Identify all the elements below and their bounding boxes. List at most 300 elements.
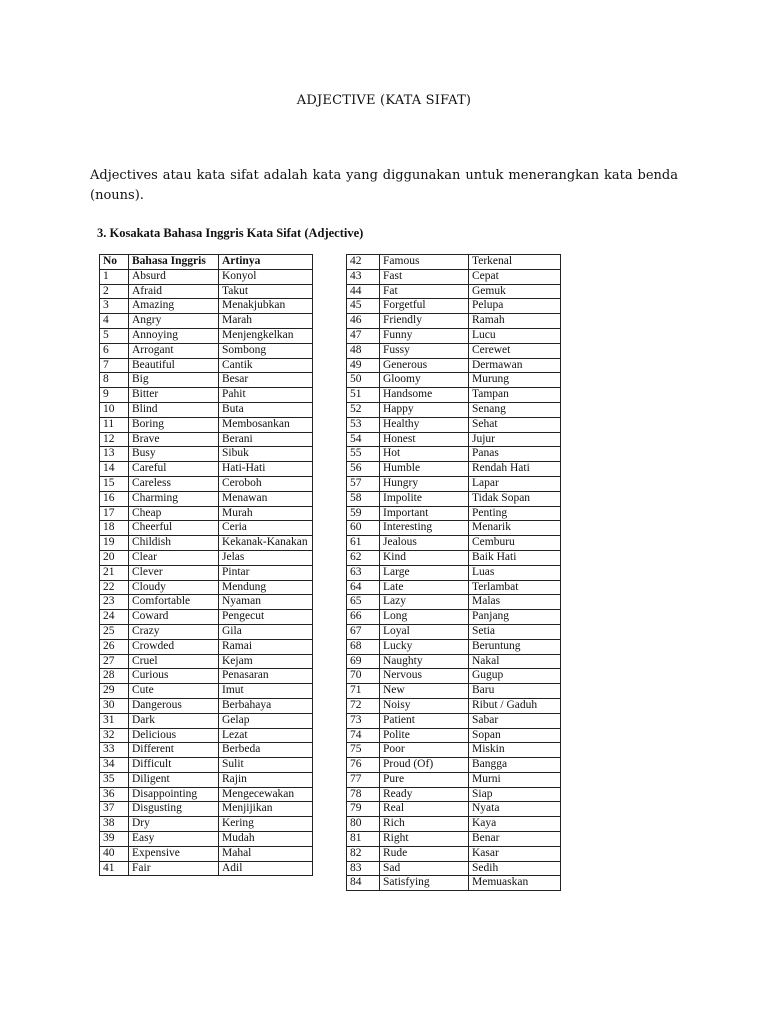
cell-meaning: Lucu: [469, 328, 561, 343]
cell-no: 28: [100, 669, 129, 684]
cell-no: 14: [100, 462, 129, 477]
cell-no: 69: [347, 654, 380, 669]
table-row: [100, 506, 313, 521]
cell-no: 68: [347, 639, 380, 654]
cell-no: 15: [100, 476, 129, 491]
cell-meaning: Pelupa: [469, 299, 561, 314]
table-row: [347, 402, 561, 417]
cell-english: Ready: [380, 787, 469, 802]
cell-no: 38: [100, 817, 129, 832]
table-row: [347, 550, 561, 565]
cell-no: 73: [347, 713, 380, 728]
cell-english: Important: [380, 506, 469, 521]
cell-meaning: Menjijikan: [219, 802, 313, 817]
cell-no: 57: [347, 476, 380, 491]
cell-english: Polite: [380, 728, 469, 743]
cell-meaning: Membosankan: [219, 417, 313, 432]
table-row: [347, 743, 561, 758]
cell-no: 13: [100, 447, 129, 462]
table-row: [347, 787, 561, 802]
cell-meaning: Cemburu: [469, 536, 561, 551]
cell-no: 32: [100, 728, 129, 743]
table-row: [347, 314, 561, 329]
table-row: [347, 447, 561, 462]
cell-meaning: Panjang: [469, 610, 561, 625]
cell-english: Noisy: [380, 698, 469, 713]
cell-meaning: Sulit: [219, 758, 313, 773]
cell-meaning: Cerewet: [469, 343, 561, 358]
cell-meaning: Kaya: [469, 817, 561, 832]
cell-english: Proud (Of): [380, 758, 469, 773]
cell-english: Crazy: [129, 624, 219, 639]
cell-meaning: Imut: [219, 684, 313, 699]
table-row: [100, 447, 313, 462]
table-row: [347, 802, 561, 817]
cell-no: 59: [347, 506, 380, 521]
table-row: [347, 580, 561, 595]
cell-meaning: Penasaran: [219, 669, 313, 684]
cell-meaning: Pengecut: [219, 610, 313, 625]
cell-meaning: Gemuk: [469, 284, 561, 299]
cell-no: 80: [347, 817, 380, 832]
table-row: [100, 654, 313, 669]
table-row: [347, 521, 561, 536]
cell-no: 58: [347, 491, 380, 506]
cell-no: 63: [347, 565, 380, 580]
cell-no: 17: [100, 506, 129, 521]
cell-english: Blind: [129, 402, 219, 417]
table-row: [100, 772, 313, 787]
cell-meaning: Gelap: [219, 713, 313, 728]
table-row: [347, 817, 561, 832]
cell-no: 45: [347, 299, 380, 314]
cell-meaning: Kasar: [469, 846, 561, 861]
cell-meaning: Sombong: [219, 343, 313, 358]
cell-no: 42: [347, 255, 380, 270]
table-row: [347, 373, 561, 388]
cell-meaning: Sehat: [469, 417, 561, 432]
cell-english: Cheerful: [129, 521, 219, 536]
cell-meaning: Sibuk: [219, 447, 313, 462]
cell-meaning: Marah: [219, 314, 313, 329]
cell-english: Brave: [129, 432, 219, 447]
cell-english: Right: [380, 832, 469, 847]
cell-no: 6: [100, 343, 129, 358]
cell-no: 53: [347, 417, 380, 432]
cell-english: Loyal: [380, 624, 469, 639]
cell-meaning: Mahal: [219, 846, 313, 861]
cell-meaning: Adil: [219, 861, 313, 876]
table-row: [100, 521, 313, 536]
cell-english: Fussy: [380, 343, 469, 358]
cell-no: 41: [100, 861, 129, 876]
cell-meaning: Menjengkelkan: [219, 328, 313, 343]
cell-no: 75: [347, 743, 380, 758]
intro-paragraph: Adjectives atau kata sifat adalah kata yang diggunakan untuk menerangkan kata benda (nouns).: [90, 168, 678, 203]
cell-english: Disgusting: [129, 802, 219, 817]
cell-meaning: Lapar: [469, 476, 561, 491]
cell-meaning: Ceria: [219, 521, 313, 536]
table-row: [347, 728, 561, 743]
table-row: [347, 610, 561, 625]
cell-english: Delicious: [129, 728, 219, 743]
cell-english: Careless: [129, 476, 219, 491]
cell-meaning: Jujur: [469, 432, 561, 447]
cell-english: Lucky: [380, 639, 469, 654]
cell-no: 21: [100, 565, 129, 580]
table-row: [100, 728, 313, 743]
cell-meaning: Menawan: [219, 491, 313, 506]
cell-english: Humble: [380, 462, 469, 477]
cell-no: 22: [100, 580, 129, 595]
table-body-left: [100, 269, 313, 876]
cell-english: Absurd: [129, 269, 219, 284]
cell-english: Cruel: [129, 654, 219, 669]
table-row: [347, 832, 561, 847]
cell-meaning: Gila: [219, 624, 313, 639]
cell-no: 18: [100, 521, 129, 536]
cell-meaning: Sopan: [469, 728, 561, 743]
cell-english: Diligent: [129, 772, 219, 787]
cell-meaning: Lezat: [219, 728, 313, 743]
table-row: [100, 846, 313, 861]
cell-no: 20: [100, 550, 129, 565]
cell-english: Impolite: [380, 491, 469, 506]
table-row: [100, 269, 313, 284]
header-no: No: [100, 255, 129, 270]
cell-meaning: Buta: [219, 402, 313, 417]
cell-english: Difficult: [129, 758, 219, 773]
table-row: [347, 299, 561, 314]
cell-english: Generous: [380, 358, 469, 373]
cell-no: 8: [100, 373, 129, 388]
table-row: [100, 536, 313, 551]
cell-english: Clever: [129, 565, 219, 580]
cell-meaning: Cepat: [469, 269, 561, 284]
table-row: [347, 269, 561, 284]
cell-meaning: Bangga: [469, 758, 561, 773]
cell-english: Patient: [380, 713, 469, 728]
cell-english: Fat: [380, 284, 469, 299]
cell-no: 77: [347, 772, 380, 787]
cell-english: Fast: [380, 269, 469, 284]
cell-no: 30: [100, 698, 129, 713]
table-row: [100, 832, 313, 847]
cell-meaning: Menakjubkan: [219, 299, 313, 314]
cell-meaning: Konyol: [219, 269, 313, 284]
table-row: [347, 343, 561, 358]
cell-english: Funny: [380, 328, 469, 343]
cell-english: Kind: [380, 550, 469, 565]
table-row: [347, 432, 561, 447]
cell-no: 26: [100, 639, 129, 654]
cell-no: 40: [100, 846, 129, 861]
cell-meaning: Ramai: [219, 639, 313, 654]
cell-english: Boring: [129, 417, 219, 432]
cell-meaning: Mendung: [219, 580, 313, 595]
cell-english: New: [380, 684, 469, 699]
cell-english: Pure: [380, 772, 469, 787]
cell-english: Big: [129, 373, 219, 388]
cell-meaning: Kering: [219, 817, 313, 832]
cell-meaning: Besar: [219, 373, 313, 388]
cell-english: Angry: [129, 314, 219, 329]
cell-meaning: Murni: [469, 772, 561, 787]
cell-no: 44: [347, 284, 380, 299]
cell-no: 64: [347, 580, 380, 595]
cell-meaning: Jelas: [219, 550, 313, 565]
cell-english: Hungry: [380, 476, 469, 491]
cell-meaning: Baru: [469, 684, 561, 699]
table-body-right: [347, 255, 561, 891]
cell-no: 3: [100, 299, 129, 314]
table-row: [100, 684, 313, 699]
cell-english: Long: [380, 610, 469, 625]
cell-english: Large: [380, 565, 469, 580]
cell-english: Friendly: [380, 314, 469, 329]
table-row: [100, 802, 313, 817]
cell-no: 83: [347, 861, 380, 876]
table-row: [100, 565, 313, 580]
cell-english: Cloudy: [129, 580, 219, 595]
vocab-table-right: [346, 254, 561, 891]
cell-no: 46: [347, 314, 380, 329]
cell-no: 11: [100, 417, 129, 432]
table-row: [100, 432, 313, 447]
cell-meaning: Ramah: [469, 314, 561, 329]
cell-english: Beautiful: [129, 358, 219, 373]
cell-no: 61: [347, 536, 380, 551]
table-row: [100, 388, 313, 403]
cell-no: 60: [347, 521, 380, 536]
cell-no: 16: [100, 491, 129, 506]
table-row: [347, 758, 561, 773]
cell-english: Fair: [129, 861, 219, 876]
cell-meaning: Sedih: [469, 861, 561, 876]
cell-meaning: Berbahaya: [219, 698, 313, 713]
table-row: [347, 624, 561, 639]
cell-no: 12: [100, 432, 129, 447]
table-row: [100, 817, 313, 832]
cell-english: Clear: [129, 550, 219, 565]
cell-no: 74: [347, 728, 380, 743]
cell-english: Late: [380, 580, 469, 595]
cell-meaning: Murung: [469, 373, 561, 388]
cell-english: Annoying: [129, 328, 219, 343]
cell-no: 19: [100, 536, 129, 551]
cell-no: 71: [347, 684, 380, 699]
cell-no: 27: [100, 654, 129, 669]
cell-english: Naughty: [380, 654, 469, 669]
table-row: [100, 462, 313, 477]
table-row: [347, 388, 561, 403]
cell-meaning: Pintar: [219, 565, 313, 580]
cell-no: 25: [100, 624, 129, 639]
table-row: [347, 595, 561, 610]
vocab-table-left: [99, 254, 313, 876]
cell-english: Easy: [129, 832, 219, 847]
cell-no: 62: [347, 550, 380, 565]
cell-english: Famous: [380, 255, 469, 270]
cell-meaning: Hati-Hati: [219, 462, 313, 477]
cell-no: 72: [347, 698, 380, 713]
cell-meaning: Memuaskan: [469, 876, 561, 891]
cell-meaning: Murah: [219, 506, 313, 521]
cell-no: 76: [347, 758, 380, 773]
cell-english: Happy: [380, 402, 469, 417]
page-title: ADJECTIVE (KATA SIFAT): [296, 93, 472, 108]
cell-no: 5: [100, 328, 129, 343]
cell-no: 7: [100, 358, 129, 373]
cell-english: Dark: [129, 713, 219, 728]
cell-english: Amazing: [129, 299, 219, 314]
cell-meaning: Baik Hati: [469, 550, 561, 565]
table-row: [347, 772, 561, 787]
cell-no: 81: [347, 832, 380, 847]
table-row: [100, 328, 313, 343]
table-row: [347, 654, 561, 669]
cell-no: 33: [100, 743, 129, 758]
cell-meaning: Takut: [219, 284, 313, 299]
cell-meaning: Nyaman: [219, 595, 313, 610]
cell-no: 52: [347, 402, 380, 417]
table-row: [100, 698, 313, 713]
cell-english: Coward: [129, 610, 219, 625]
cell-no: 29: [100, 684, 129, 699]
cell-meaning: Gugup: [469, 669, 561, 684]
cell-no: 24: [100, 610, 129, 625]
cell-english: Comfortable: [129, 595, 219, 610]
cell-meaning: Rajin: [219, 772, 313, 787]
table-row: [347, 491, 561, 506]
table-row: [100, 713, 313, 728]
cell-english: Dangerous: [129, 698, 219, 713]
cell-no: 78: [347, 787, 380, 802]
cell-english: Expensive: [129, 846, 219, 861]
cell-meaning: Penting: [469, 506, 561, 521]
cell-meaning: Tampan: [469, 388, 561, 403]
cell-no: 47: [347, 328, 380, 343]
cell-meaning: Terkenal: [469, 255, 561, 270]
cell-english: Arrogant: [129, 343, 219, 358]
cell-no: 35: [100, 772, 129, 787]
cell-no: 79: [347, 802, 380, 817]
table-row: [347, 358, 561, 373]
table-row: [347, 639, 561, 654]
cell-english: Jealous: [380, 536, 469, 551]
cell-english: Charming: [129, 491, 219, 506]
cell-english: Poor: [380, 743, 469, 758]
cell-meaning: Tidak Sopan: [469, 491, 561, 506]
cell-english: Dry: [129, 817, 219, 832]
table-row: [100, 343, 313, 358]
cell-no: 67: [347, 624, 380, 639]
table-row: [347, 669, 561, 684]
cell-english: Lazy: [380, 595, 469, 610]
cell-meaning: Nakal: [469, 654, 561, 669]
cell-english: Hot: [380, 447, 469, 462]
cell-no: 55: [347, 447, 380, 462]
table-row: [100, 758, 313, 773]
cell-meaning: Ribut / Gaduh: [469, 698, 561, 713]
cell-no: 43: [347, 269, 380, 284]
cell-english: Sad: [380, 861, 469, 876]
table-row: [347, 328, 561, 343]
cell-english: Interesting: [380, 521, 469, 536]
table-row: [100, 669, 313, 684]
cell-english: Busy: [129, 447, 219, 462]
table-row: [100, 861, 313, 876]
table-row: [347, 536, 561, 551]
header-meaning: Artinya: [219, 255, 313, 270]
section-heading: 3. Kosakata Bahasa Inggris Kata Sifat (Adjective): [97, 226, 364, 240]
cell-meaning: Rendah Hati: [469, 462, 561, 477]
cell-meaning: Mudah: [219, 832, 313, 847]
cell-no: 56: [347, 462, 380, 477]
cell-english: Afraid: [129, 284, 219, 299]
table-row: [347, 417, 561, 432]
cell-english: Satisfying: [380, 876, 469, 891]
table-row: [347, 284, 561, 299]
table-row: [100, 639, 313, 654]
cell-no: 37: [100, 802, 129, 817]
table-row: [347, 476, 561, 491]
cell-no: 70: [347, 669, 380, 684]
cell-english: Curious: [129, 669, 219, 684]
cell-meaning: Kekanak-Kanakan: [219, 536, 313, 551]
cell-no: 49: [347, 358, 380, 373]
cell-no: 65: [347, 595, 380, 610]
cell-english: Disappointing: [129, 787, 219, 802]
cell-meaning: Siap: [469, 787, 561, 802]
cell-meaning: Setia: [469, 624, 561, 639]
cell-no: 51: [347, 388, 380, 403]
cell-english: Cheap: [129, 506, 219, 521]
cell-meaning: Pahit: [219, 388, 313, 403]
cell-english: Honest: [380, 432, 469, 447]
cell-no: 34: [100, 758, 129, 773]
table-row: [347, 506, 561, 521]
cell-english: Different: [129, 743, 219, 758]
cell-english: Gloomy: [380, 373, 469, 388]
table-row: [100, 787, 313, 802]
cell-no: 54: [347, 432, 380, 447]
cell-english: Cute: [129, 684, 219, 699]
table-row: [347, 846, 561, 861]
cell-meaning: Ceroboh: [219, 476, 313, 491]
cell-no: 4: [100, 314, 129, 329]
cell-english: Handsome: [380, 388, 469, 403]
cell-english: Rude: [380, 846, 469, 861]
table-row: [100, 284, 313, 299]
table-row: [100, 580, 313, 595]
cell-no: 36: [100, 787, 129, 802]
cell-meaning: Malas: [469, 595, 561, 610]
cell-no: 84: [347, 876, 380, 891]
cell-english: Crowded: [129, 639, 219, 654]
table-row: [100, 314, 313, 329]
table-header-row: [100, 255, 313, 270]
cell-meaning: Beruntung: [469, 639, 561, 654]
cell-no: 31: [100, 713, 129, 728]
table-row: [100, 299, 313, 314]
table-row: [100, 417, 313, 432]
cell-no: 9: [100, 388, 129, 403]
cell-meaning: Kejam: [219, 654, 313, 669]
table-row: [347, 876, 561, 891]
table-row: [100, 476, 313, 491]
cell-english: Rich: [380, 817, 469, 832]
